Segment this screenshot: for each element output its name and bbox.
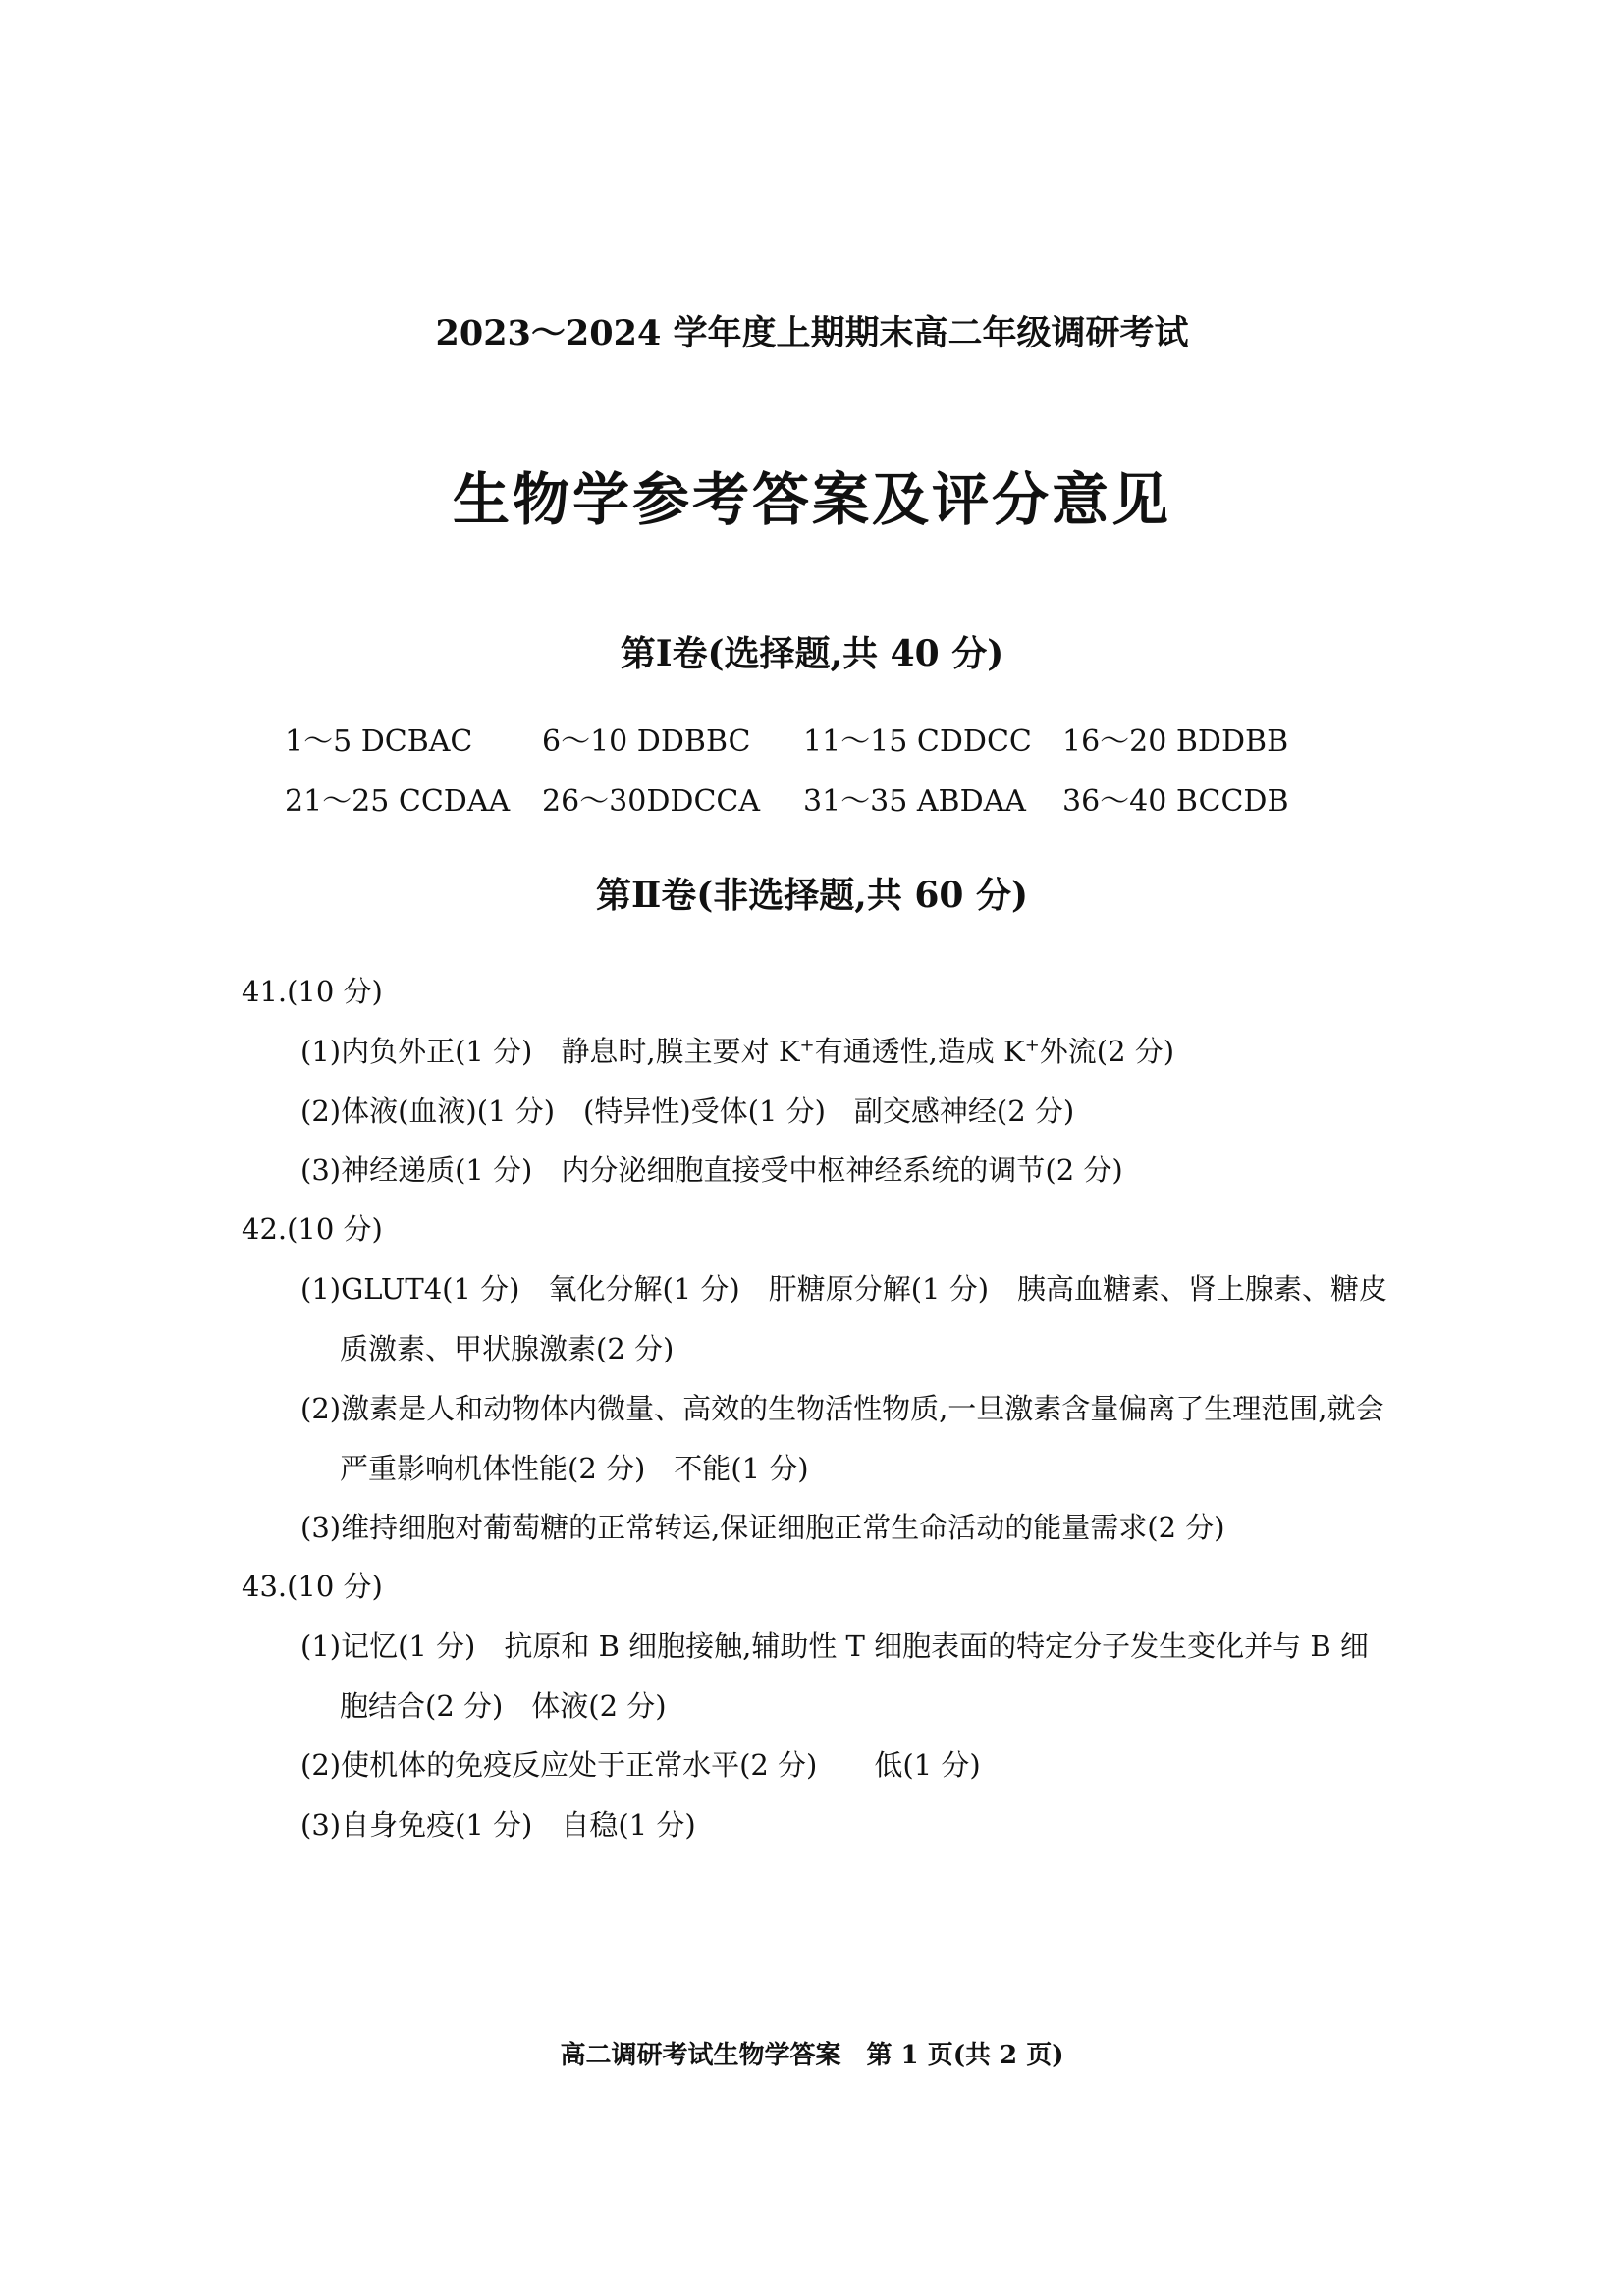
answer-group: 16～20 BDDBB bbox=[1062, 724, 1289, 759]
question-43-answer-1: (1)记忆(1 分) 抗原和 B 细胞接触,辅助性 T 细胞表面的特定分子发生变化并与 B 细 bbox=[300, 1629, 1369, 1663]
question-42-answer-3: (3)维持细胞对葡萄糖的正常转运,保证细胞正常生命活动的能量需求(2 分) bbox=[300, 1511, 1225, 1544]
answer-group: 21～25 CCDAA bbox=[285, 784, 511, 819]
question-42-answer-1-cont: 质激素、甲状腺激素(2 分) bbox=[340, 1332, 675, 1365]
question-43-answer-2: (2)使机体的免疫反应处于正常水平(2 分) 低(1 分) bbox=[300, 1748, 981, 1782]
answer-group: 36～40 BCCDB bbox=[1062, 784, 1289, 819]
question-42-answer-2-cont: 严重影响机体性能(2 分) 不能(1 分) bbox=[340, 1452, 809, 1485]
question-43-head: 43.(10 分) bbox=[242, 1570, 383, 1603]
question-43-answer-1-cont: 胞结合(2 分) 体液(2 分) bbox=[340, 1689, 667, 1723]
main-title: 生物学参考答案及评分意见 bbox=[452, 466, 1171, 533]
part2-title: 第Ⅱ卷(非选择题,共 60 分) bbox=[595, 875, 1029, 916]
question-42-head: 42.(10 分) bbox=[242, 1212, 383, 1246]
exam-title: 2023～2024 学年度上期期末高二年级调研考试 bbox=[435, 313, 1189, 353]
answer-group: 26～30DDCCA bbox=[542, 784, 761, 819]
question-41-answer-1: (1)内负外正(1 分) 静息时,膜主要对 K+有通透性,造成 K+外流(2 分) bbox=[300, 1035, 1175, 1068]
answer-group: 1～5 DCBAC bbox=[285, 724, 473, 759]
question-41-answer-3: (3)神经递质(1 分) 内分泌细胞直接受中枢神经系统的调节(2 分) bbox=[300, 1153, 1123, 1187]
answer-group: 31～35 ABDAA bbox=[803, 784, 1026, 819]
question-43-answer-3: (3)自身免疫(1 分) 自稳(1 分) bbox=[300, 1808, 696, 1842]
answer-group: 6～10 DDBBC bbox=[542, 724, 751, 759]
question-42-answer-2: (2)激素是人和动物体内微量、高效的生物活性物质,一旦激素含量偏离了生理范围,就会 bbox=[300, 1392, 1384, 1425]
page-footer: 高二调研考试生物学答案 第 1 页(共 2 页) bbox=[560, 2041, 1064, 2070]
question-42-answer-1: (1)GLUT4(1 分) 氧化分解(1 分) 肝糖原分解(1 分) 胰高血糖素、肾上腺素、糖皮 bbox=[300, 1272, 1388, 1306]
answer-group: 11～15 CDDCC bbox=[803, 724, 1032, 759]
part1-title: 第Ⅰ卷(选择题,共 40 分) bbox=[620, 633, 1004, 674]
question-41-head: 41.(10 分) bbox=[242, 975, 383, 1008]
question-41-answer-2: (2)体液(血液)(1 分) (特异性)受体(1 分) 副交感神经(2 分) bbox=[300, 1095, 1075, 1128]
